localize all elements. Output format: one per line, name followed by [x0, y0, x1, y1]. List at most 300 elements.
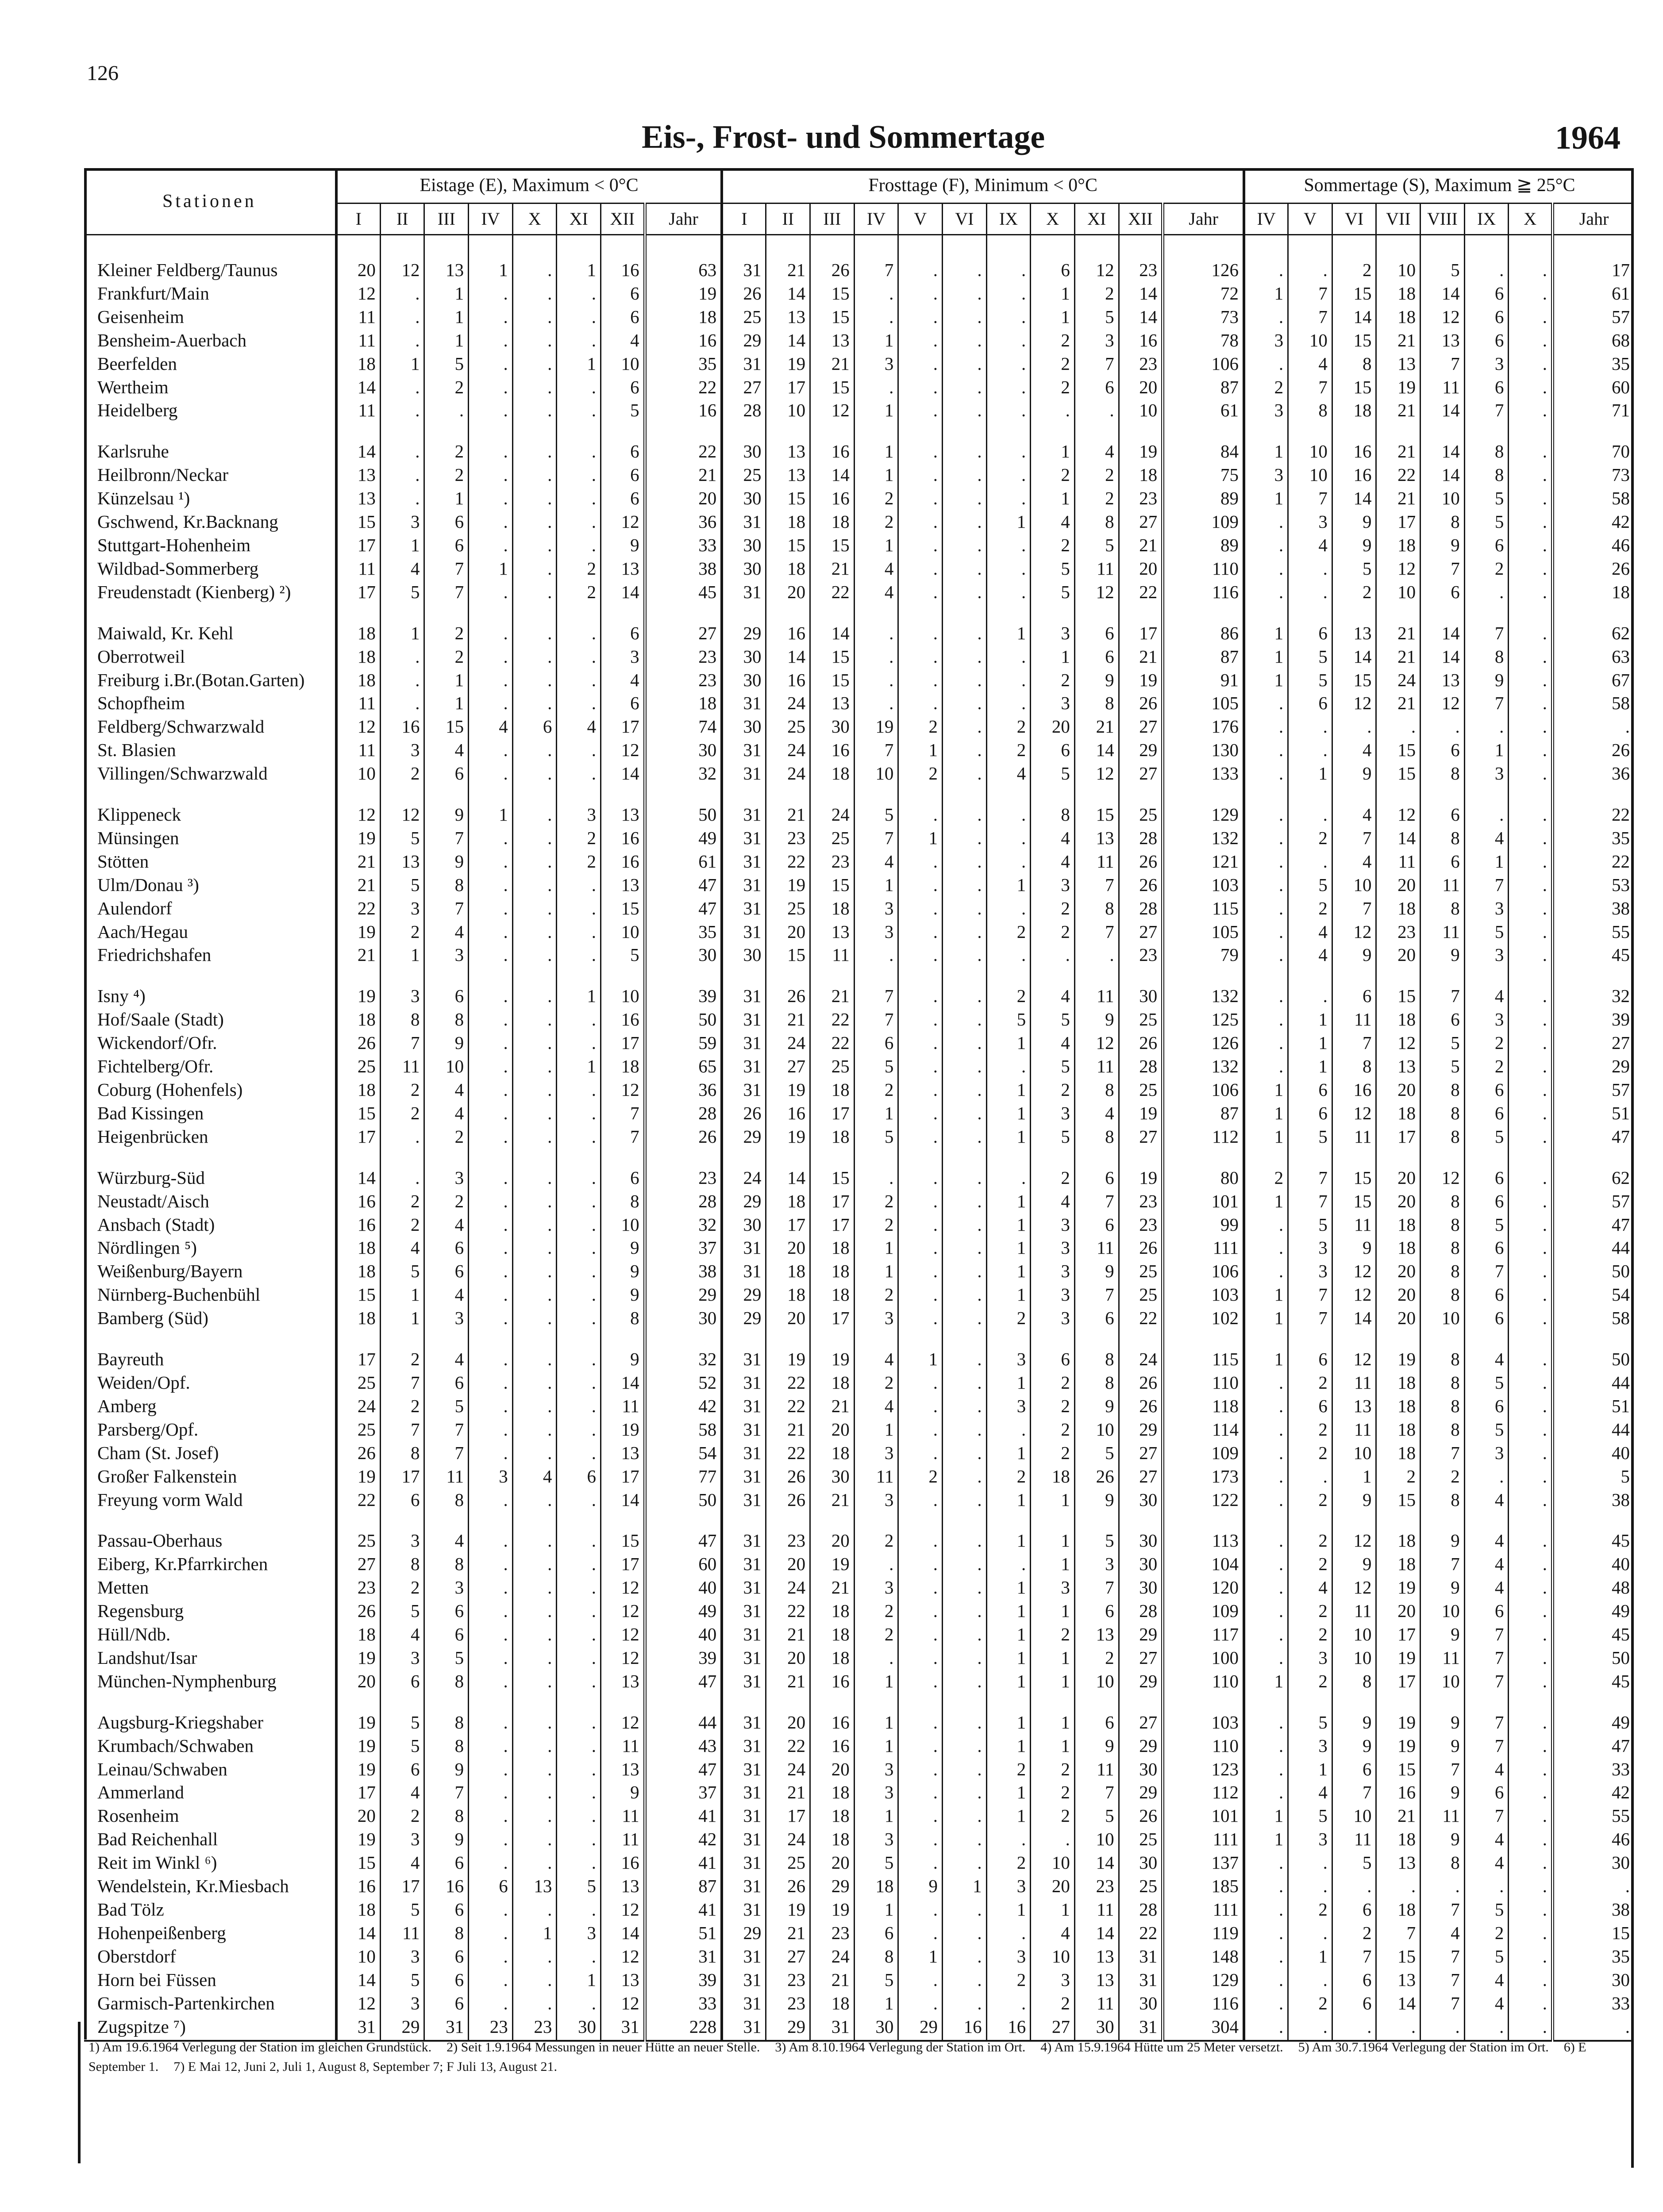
eis-value: . — [469, 1190, 513, 1213]
frost-value: 4 — [1031, 1031, 1075, 1055]
eis-value: 8 — [424, 1693, 469, 1734]
frost-value: 148 — [1163, 1945, 1244, 1968]
sommer-value: 12 — [1332, 920, 1376, 944]
frost-value: 26 — [722, 282, 766, 305]
sommer-value: 19 — [1376, 1330, 1420, 1371]
frost-value: 16 — [810, 422, 855, 463]
sommer-value: 9 — [1420, 1828, 1465, 1851]
frost-value: . — [1074, 399, 1119, 422]
eis-value: 6 — [601, 463, 645, 487]
station-name: Garmisch-Partenkirchen — [97, 1993, 275, 2013]
table-row — [84, 1758, 1634, 1781]
frost-value: 6 — [1031, 235, 1075, 282]
frost-value: . — [898, 1031, 943, 1055]
sommer-value: 7 — [1464, 873, 1509, 897]
eis-value: . — [512, 487, 557, 510]
eis-value: 28 — [645, 1102, 722, 1125]
frost-value: 7 — [854, 1008, 898, 1031]
frost-value: 1 — [854, 1260, 898, 1283]
frost-value: 119 — [1163, 1921, 1244, 1945]
sommer-value: 16 — [1376, 1781, 1420, 1804]
frost-value: 18 — [766, 510, 810, 534]
eis-value: 11 — [424, 1465, 469, 1488]
frost-value: 1 — [854, 422, 898, 463]
sommer-value: 4 — [1288, 1781, 1332, 1804]
frost-value: 23 — [1119, 352, 1163, 376]
frost-value: 72 — [1163, 282, 1244, 305]
frost-value: 10 — [1031, 1851, 1075, 1874]
sommer-value: 3 — [1244, 329, 1288, 352]
sommer-value: 1 — [1464, 850, 1509, 873]
header-eis-iv: IV — [469, 204, 513, 235]
frost-value: 14 — [766, 1148, 810, 1190]
eis-value: 7 — [380, 1371, 424, 1394]
frost-value: 4 — [854, 1394, 898, 1418]
eis-value: . — [512, 1623, 557, 1646]
frost-value: 304 — [1163, 2015, 1244, 2041]
eis-value: . — [512, 873, 557, 897]
sommer-value: 11 — [1332, 1599, 1376, 1623]
eis-value: . — [512, 668, 557, 692]
eis-value: 4 — [424, 1102, 469, 1125]
frost-value: . — [986, 557, 1031, 580]
frost-value: . — [898, 1693, 943, 1734]
eis-value: 1 — [424, 487, 469, 510]
sommer-value: 12 — [1420, 691, 1465, 715]
frost-value: 14 — [1074, 738, 1119, 762]
frost-value: 18 — [810, 1599, 855, 1623]
frost-value: . — [986, 329, 1031, 352]
sommer-value: 1 — [1288, 1945, 1332, 1968]
sommer-value: 6 — [1464, 1283, 1509, 1306]
eis-value: 28 — [645, 1190, 722, 1213]
eis-value: 1 — [469, 785, 513, 826]
eis-value: 2 — [424, 422, 469, 463]
footnote-4: 4) Am 15.9.1964 Hütte um 25 Meter versetzt. — [1040, 2040, 1283, 2055]
sommer-value: 20 — [1376, 943, 1420, 967]
eis-value: 5 — [424, 352, 469, 376]
eis-value: 8 — [380, 1441, 424, 1465]
eis-value: . — [469, 399, 513, 422]
station-name: Coburg (Hohenfels) — [97, 1079, 243, 1100]
frost-value: . — [986, 850, 1031, 873]
sommer-value: 1 — [1244, 1078, 1288, 1102]
station-name: Wendelstein, Kr.Miesbach — [97, 1876, 289, 1897]
sommer-value: 62 — [1553, 604, 1634, 645]
sommer-value: . — [1509, 1031, 1553, 1055]
frost-value: 14 — [810, 604, 855, 645]
frost-value: 1 — [854, 873, 898, 897]
eis-value: 19 — [336, 1828, 381, 1851]
frost-value: 13 — [1074, 826, 1119, 850]
header-eis-ii: II — [380, 204, 424, 235]
eis-value: 8 — [424, 1670, 469, 1693]
eis-value: 23 — [336, 1576, 381, 1599]
eis-value: 3 — [380, 897, 424, 920]
eis-value: . — [469, 691, 513, 715]
eis-value: 43 — [645, 1734, 722, 1758]
eis-value: . — [512, 557, 557, 580]
sommer-value: 1 — [1244, 1828, 1288, 1851]
eis-value: 37 — [645, 1781, 722, 1804]
frost-value: 25 — [766, 1851, 810, 1874]
frost-value: 1 — [986, 1441, 1031, 1465]
frost-value: 9 — [1074, 1734, 1119, 1758]
frost-value: 25 — [1119, 1828, 1163, 1851]
sommer-value: 18 — [1376, 1552, 1420, 1576]
frost-value: 1 — [986, 1031, 1031, 1055]
sommer-value: 8 — [1420, 1078, 1465, 1102]
sommer-value: 8 — [1420, 1394, 1465, 1418]
frost-value: 31 — [722, 1945, 766, 1968]
sommer-value: 15 — [1376, 1488, 1420, 1512]
sommer-value: 47 — [1553, 1213, 1634, 1237]
sommer-value: 22 — [1553, 785, 1634, 826]
frost-value: 113 — [1163, 1511, 1244, 1552]
frost-value: 2 — [1074, 282, 1119, 305]
frost-value: . — [898, 1734, 943, 1758]
frost-value: 19 — [766, 352, 810, 376]
eis-value: 2 — [380, 1102, 424, 1125]
page-title: Eis-, Frost- und Sommertage — [642, 119, 1045, 155]
sommer-value: 7 — [1332, 1031, 1376, 1055]
eis-value: . — [469, 1306, 513, 1330]
frost-value: 5 — [986, 1008, 1031, 1031]
table-row — [84, 1125, 1634, 1148]
sommer-value: 7 — [1288, 1283, 1332, 1306]
frost-value: . — [898, 1646, 943, 1670]
station-name: Augsburg-Kriegshaber — [97, 1712, 263, 1732]
frost-value: 101 — [1163, 1190, 1244, 1213]
frost-value: 23 — [1119, 487, 1163, 510]
sommer-value: 2 — [1420, 1465, 1465, 1488]
sommer-value: 5 — [1288, 668, 1332, 692]
frost-value: 1 — [854, 399, 898, 422]
sommer-value: 2 — [1464, 1921, 1509, 1945]
frost-value: . — [943, 826, 987, 850]
eis-value: 11 — [380, 1055, 424, 1078]
frost-value: . — [943, 1488, 987, 1512]
eis-value: . — [557, 487, 601, 510]
eis-value: . — [380, 376, 424, 399]
sommer-value: . — [1288, 715, 1332, 738]
frost-value: . — [1031, 399, 1075, 422]
sommer-value: 7 — [1464, 604, 1509, 645]
frost-value: 17 — [1119, 604, 1163, 645]
sommer-value: 1 — [1244, 1125, 1288, 1148]
sommer-value: . — [1509, 1758, 1553, 1781]
sommer-value: 4 — [1332, 850, 1376, 873]
sommer-value: 8 — [1420, 1371, 1465, 1394]
station-name: Freiburg i.Br.(Botan.Garten) — [97, 669, 305, 690]
sommer-value: 7 — [1332, 1781, 1376, 1804]
sommer-value: . — [1509, 1968, 1553, 1992]
frost-value: 29 — [1119, 1781, 1163, 1804]
sommer-value: 35 — [1553, 826, 1634, 850]
eis-value: 5 — [380, 1898, 424, 1921]
frost-value: 106 — [1163, 1078, 1244, 1102]
eis-value: 12 — [601, 738, 645, 762]
sommer-value: 9 — [1420, 1693, 1465, 1734]
eis-value: . — [557, 1851, 601, 1874]
sommer-value: . — [1244, 1511, 1288, 1552]
sommer-value: 21 — [1376, 1804, 1420, 1828]
frost-value: 8 — [854, 1945, 898, 1968]
eis-value: 4 — [557, 715, 601, 738]
frost-value: . — [898, 668, 943, 692]
table-row — [84, 1828, 1634, 1851]
sommer-value: 12 — [1332, 1576, 1376, 1599]
sommer-value: 15 — [1376, 1945, 1420, 1968]
header-frost-ii: II — [766, 204, 810, 235]
eis-value: 18 — [336, 1078, 381, 1102]
eis-value: . — [512, 1576, 557, 1599]
station-name: Ammerland — [97, 1782, 184, 1803]
eis-value: 13 — [601, 1758, 645, 1781]
frost-value: 15 — [810, 376, 855, 399]
frost-value: . — [943, 943, 987, 967]
eis-value: 1 — [424, 305, 469, 329]
frost-value: 31 — [722, 1008, 766, 1031]
eis-value: . — [557, 762, 601, 785]
station-name: Würzburg-Süd — [97, 1167, 205, 1188]
eis-value: 31 — [336, 2015, 381, 2041]
frost-value: 30 — [722, 534, 766, 557]
frost-value: 13 — [1074, 1968, 1119, 1992]
eis-value: 6 — [424, 1623, 469, 1646]
eis-value: 13 — [601, 1874, 645, 1898]
frost-value: 24 — [766, 1758, 810, 1781]
frost-value: 31 — [722, 738, 766, 762]
frost-value: 125 — [1163, 1008, 1244, 1031]
eis-value: 30 — [557, 2015, 601, 2041]
eis-value: 40 — [645, 1576, 722, 1599]
frost-value: 18 — [810, 1992, 855, 2015]
frost-value: 2 — [898, 715, 943, 738]
sommer-value: 11 — [1420, 1804, 1465, 1828]
eis-value: 13 — [601, 1670, 645, 1693]
frost-value: . — [943, 1330, 987, 1371]
sommer-value: 18 — [1376, 282, 1420, 305]
sommer-value: 18 — [1376, 1441, 1420, 1465]
station-name: Bamberg (Süd) — [97, 1308, 208, 1329]
frost-value: . — [943, 738, 987, 762]
eis-value: . — [469, 1511, 513, 1552]
frost-value: 1 — [986, 1371, 1031, 1394]
frost-value: . — [898, 1260, 943, 1283]
eis-value: . — [512, 1213, 557, 1237]
sommer-value: 6 — [1420, 1008, 1465, 1031]
frost-value: . — [898, 1576, 943, 1599]
sommer-value: . — [1244, 557, 1288, 580]
frost-value: 185 — [1163, 1874, 1244, 1898]
sommer-value: 6 — [1332, 1758, 1376, 1781]
frost-value: . — [1031, 943, 1075, 967]
eis-value: 12 — [601, 1898, 645, 1921]
frost-value: 30 — [722, 487, 766, 510]
sommer-value: 5 — [1464, 1371, 1509, 1394]
eis-value: . — [557, 1371, 601, 1394]
eis-value: 9 — [601, 1236, 645, 1260]
frost-value: 24 — [766, 691, 810, 715]
eis-value: 7 — [424, 897, 469, 920]
table-row — [84, 1921, 1634, 1945]
frost-value: . — [898, 645, 943, 668]
eis-value: 51 — [645, 1921, 722, 1945]
eis-value: . — [557, 1646, 601, 1670]
footnote-5: 5) Am 30.7.1964 Verlegung der Station im Ort. — [1298, 2040, 1549, 2055]
eis-value: 13 — [601, 1968, 645, 1992]
frost-value: . — [898, 1306, 943, 1330]
header-frost-xii: XII — [1119, 204, 1163, 235]
sommer-value: 71 — [1553, 399, 1634, 422]
eis-value: 18 — [336, 1623, 381, 1646]
frost-value: . — [943, 715, 987, 738]
station-name: Heidelberg — [97, 400, 178, 421]
eis-value: 1 — [380, 604, 424, 645]
sommer-value: 7 — [1288, 1306, 1332, 1330]
sommer-value: 8 — [1288, 399, 1332, 422]
frost-value: 30 — [722, 422, 766, 463]
frost-value: 21 — [1119, 645, 1163, 668]
frost-value: 3 — [1031, 873, 1075, 897]
frost-value: 30 — [854, 2015, 898, 2041]
table-row — [84, 463, 1634, 487]
frost-value: . — [943, 1418, 987, 1441]
sommer-value: 4 — [1332, 785, 1376, 826]
eis-value: 29 — [645, 1283, 722, 1306]
frost-value: 1 — [898, 1945, 943, 1968]
frost-value: 29 — [1119, 738, 1163, 762]
frost-value: 5 — [1074, 1441, 1119, 1465]
eis-value: . — [512, 235, 557, 282]
frost-value: . — [943, 785, 987, 826]
sommer-value: 2 — [1288, 1898, 1332, 1921]
frost-value: 16 — [766, 668, 810, 692]
eis-value: 47 — [645, 1511, 722, 1552]
sommer-value: . — [1509, 738, 1553, 762]
sommer-value: 11 — [1420, 376, 1465, 399]
frost-value: 2 — [1031, 329, 1075, 352]
frost-value: 103 — [1163, 1693, 1244, 1734]
station-name: Klippeneck — [97, 804, 181, 825]
frost-value: 2 — [1031, 463, 1075, 487]
sommer-value: . — [1509, 399, 1553, 422]
sommer-value: . — [1244, 1758, 1288, 1781]
sommer-value: 12 — [1332, 691, 1376, 715]
sommer-value: 5 — [1332, 1851, 1376, 1874]
frost-value: 24 — [722, 1148, 766, 1190]
frost-value: 1 — [854, 1992, 898, 2015]
eis-value: 1 — [469, 557, 513, 580]
frost-value: 31 — [722, 691, 766, 715]
eis-value: . — [557, 691, 601, 715]
frost-value: 102 — [1163, 1306, 1244, 1330]
frost-value: 2 — [986, 1306, 1031, 1330]
eis-value: 4 — [380, 1623, 424, 1646]
frost-value: 21 — [810, 1968, 855, 1992]
frost-value: 26 — [1119, 691, 1163, 715]
frost-value: . — [986, 534, 1031, 557]
frost-value: 133 — [1163, 762, 1244, 785]
eis-value: 60 — [645, 1552, 722, 1576]
eis-value: 19 — [336, 826, 381, 850]
sommer-value: 2 — [1288, 1670, 1332, 1693]
sommer-value: . — [1509, 1921, 1553, 1945]
frost-value: 1 — [986, 1260, 1031, 1283]
sommer-value: . — [1509, 920, 1553, 944]
sommer-value: . — [1509, 510, 1553, 534]
sommer-value: 6 — [1420, 785, 1465, 826]
eis-value: 18 — [336, 604, 381, 645]
frost-value: 31 — [722, 826, 766, 850]
eis-value: 12 — [380, 235, 424, 282]
eis-value: 38 — [645, 1260, 722, 1283]
eis-value: 24 — [336, 1394, 381, 1418]
eis-value: . — [557, 1441, 601, 1465]
frost-value: 29 — [1119, 1670, 1163, 1693]
frost-value: 15 — [810, 668, 855, 692]
eis-value: . — [469, 487, 513, 510]
frost-value: . — [898, 1804, 943, 1828]
eis-value: 6 — [601, 487, 645, 510]
eis-value: . — [380, 422, 424, 463]
station-name: Stuttgart-Hohenheim — [97, 534, 251, 555]
frost-value: 3 — [1031, 1260, 1075, 1283]
sommer-value: 10 — [1332, 1623, 1376, 1646]
frost-value: . — [898, 1552, 943, 1576]
frost-value: . — [898, 943, 943, 967]
footnotes — [84, 2038, 1634, 2077]
frost-value: 20 — [766, 1552, 810, 1576]
eis-value: . — [380, 282, 424, 305]
sommer-value: 4 — [1288, 352, 1332, 376]
climate-table — [84, 168, 1634, 2042]
frost-value: . — [898, 1851, 943, 1874]
sommer-value: . — [1509, 1008, 1553, 1031]
eis-value: . — [557, 645, 601, 668]
frost-value: 1 — [854, 1734, 898, 1758]
sommer-value: 9 — [1332, 762, 1376, 785]
frost-value: . — [943, 668, 987, 692]
station-name: Isny ⁴) — [97, 986, 146, 1006]
sommer-value: 8 — [1420, 1213, 1465, 1237]
sommer-value: . — [1244, 1031, 1288, 1055]
sommer-value: 11 — [1420, 920, 1465, 944]
sommer-value: . — [1288, 1874, 1332, 1898]
sommer-value: 4 — [1332, 738, 1376, 762]
eis-value: . — [557, 1576, 601, 1599]
sommer-value: 6 — [1464, 376, 1509, 399]
eis-value: . — [512, 1148, 557, 1190]
sommer-value: 2 — [1288, 1552, 1332, 1576]
sommer-value: 5 — [1464, 1125, 1509, 1148]
frost-value: . — [898, 1898, 943, 1921]
frost-value: 99 — [1163, 1213, 1244, 1237]
sommer-value: 1 — [1244, 645, 1288, 668]
frost-value: 13 — [1074, 1945, 1119, 1968]
frost-value: 2 — [1031, 1781, 1075, 1804]
frost-value: 1 — [854, 534, 898, 557]
frost-value: 28 — [1119, 826, 1163, 850]
sommer-value: . — [1509, 1148, 1553, 1190]
frost-value: 1 — [986, 1213, 1031, 1237]
eis-value: . — [557, 1102, 601, 1125]
sommer-value: 7 — [1464, 1804, 1509, 1828]
header-frost-iv: IV — [854, 204, 898, 235]
sommer-value: . — [1509, 235, 1553, 282]
eis-value: 3 — [380, 1992, 424, 2015]
